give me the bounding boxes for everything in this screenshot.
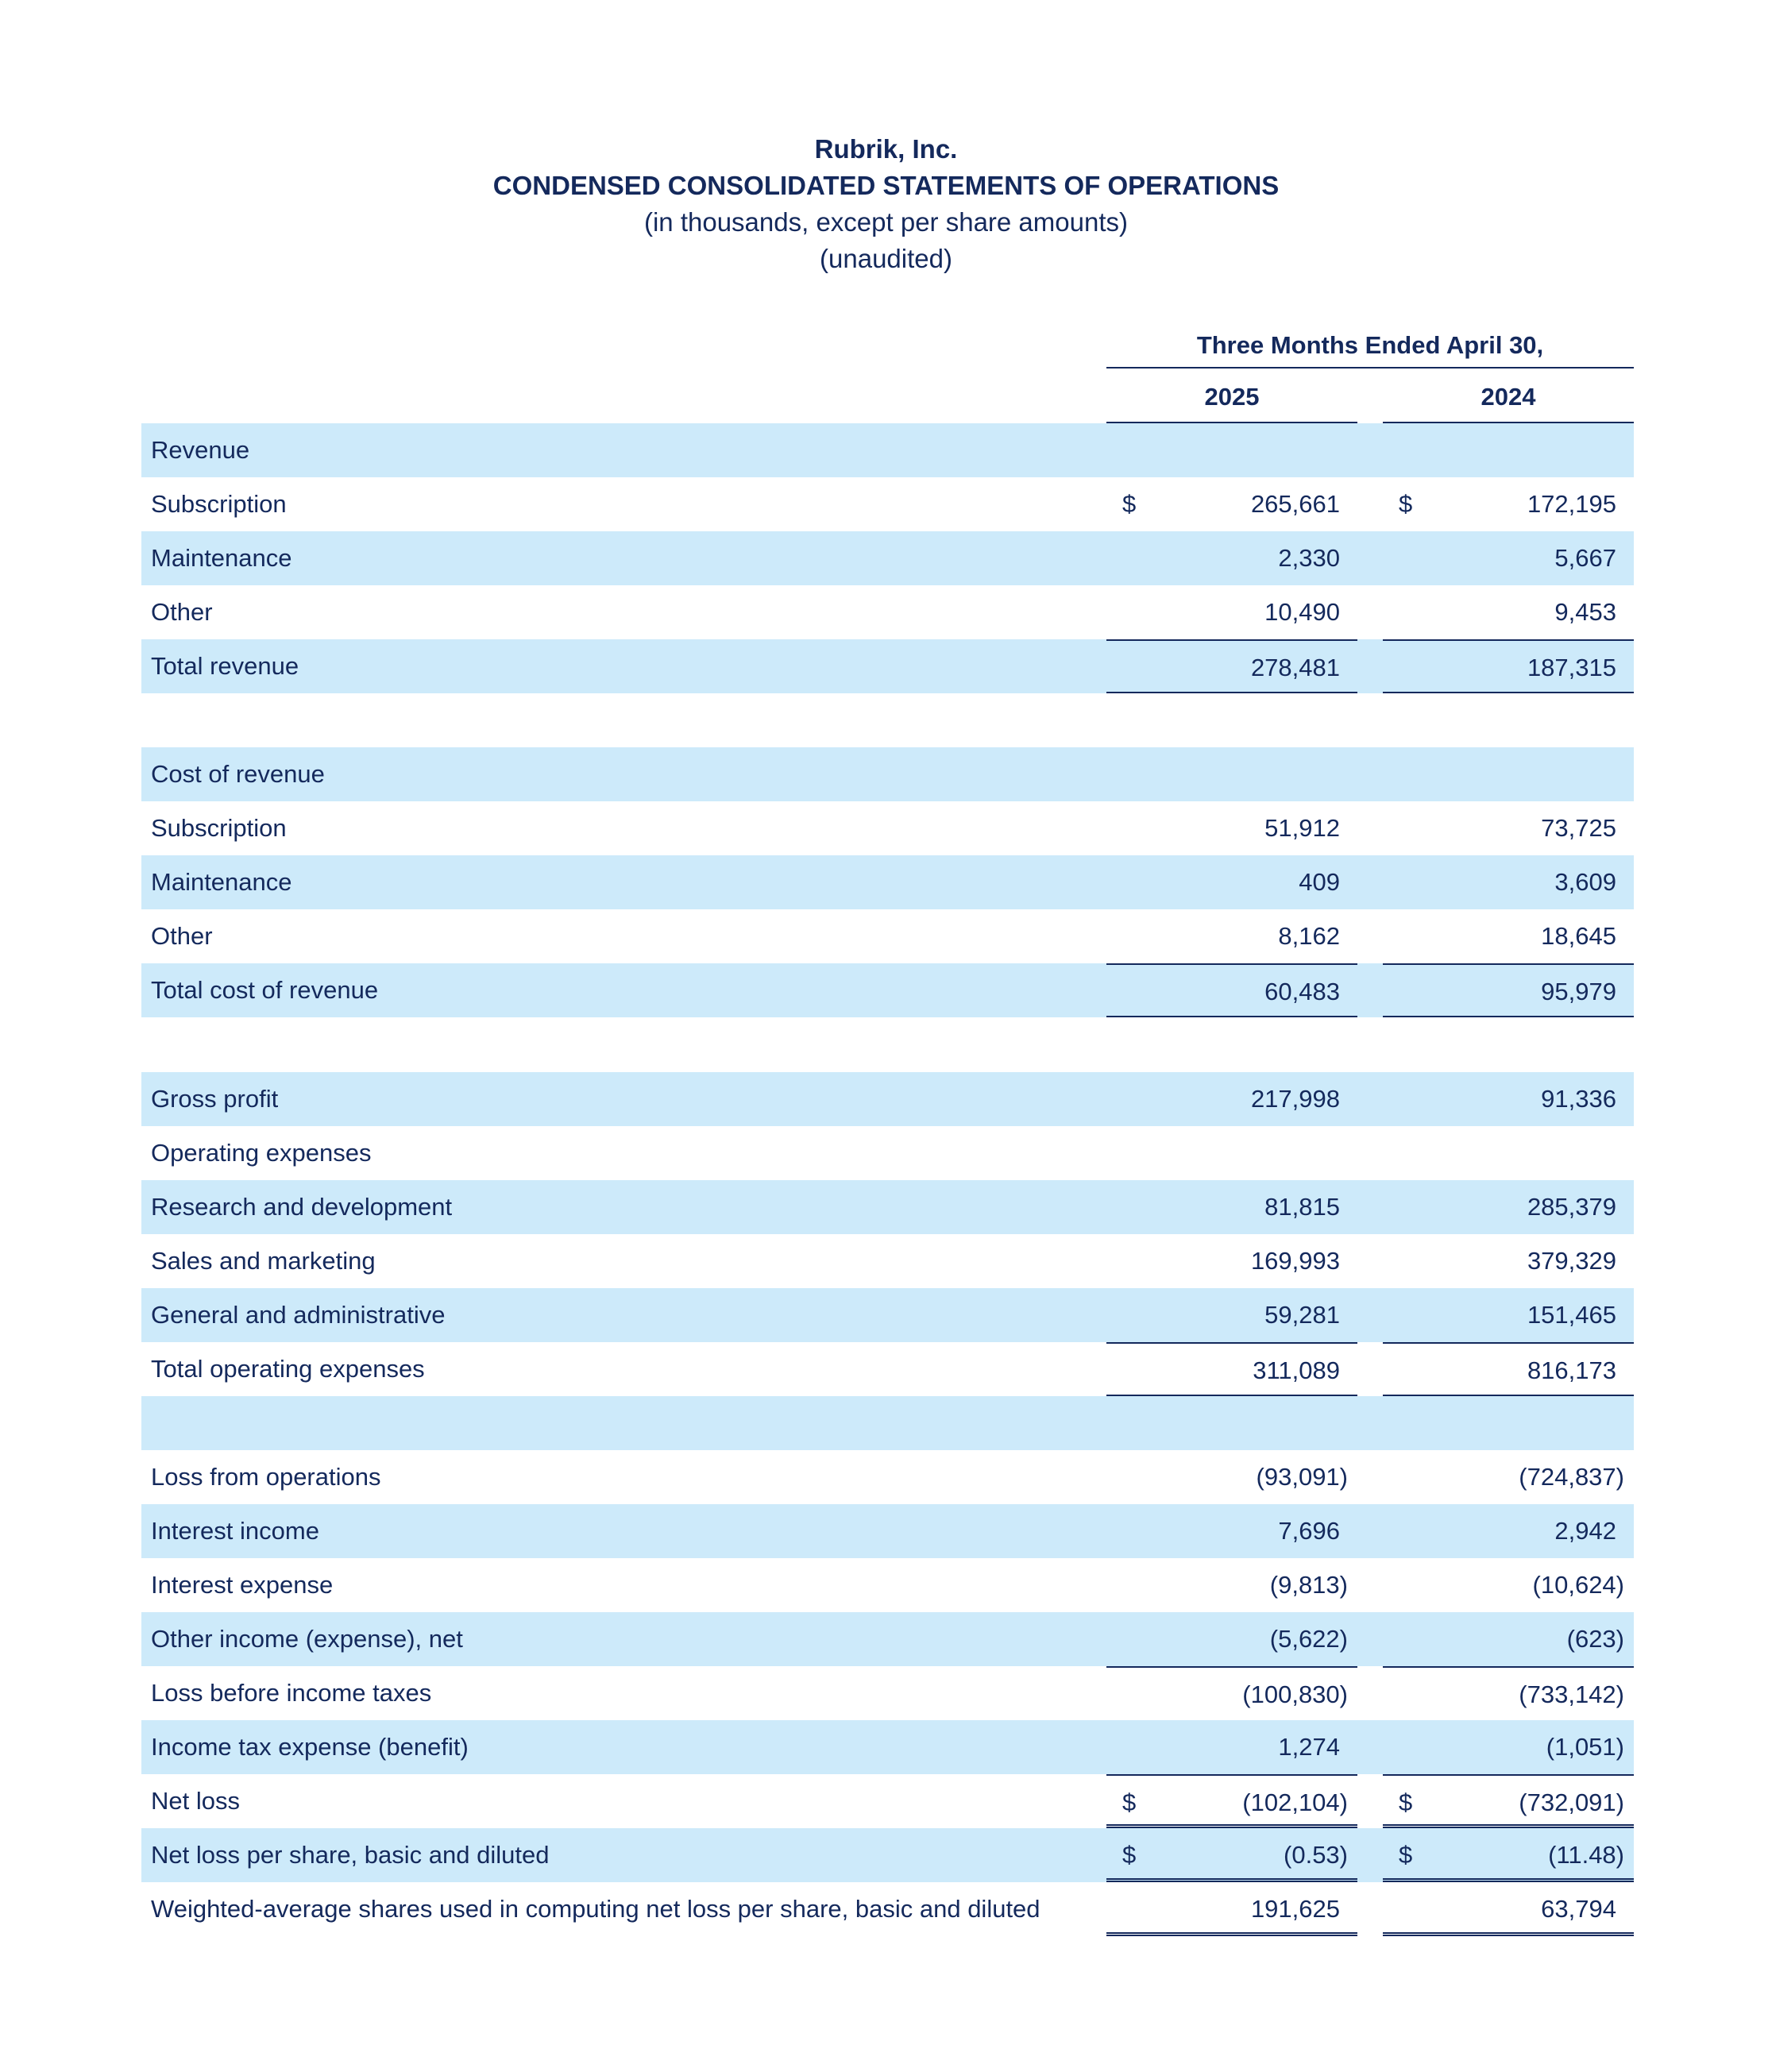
value: (5,622) xyxy=(1269,1625,1348,1653)
value: 5,667 xyxy=(1554,544,1616,572)
row-label: Net loss xyxy=(151,1787,240,1815)
value-cell-2025 xyxy=(1106,963,1357,1017)
value: (102,104) xyxy=(1242,1788,1348,1816)
table-row xyxy=(141,477,1634,531)
value: (100,830) xyxy=(1242,1680,1348,1708)
value: 191,625 xyxy=(1250,1895,1340,1923)
currency-symbol: $ xyxy=(1122,1788,1137,1816)
value: 169,993 xyxy=(1250,1247,1340,1275)
row-label: Maintenance xyxy=(151,544,292,572)
total-row xyxy=(141,963,1634,1017)
value-cell-2024 xyxy=(1383,1558,1634,1612)
value-cell-2024 xyxy=(1383,1828,1634,1882)
currency-symbol: $ xyxy=(1399,1788,1413,1816)
value: (623) xyxy=(1566,1625,1624,1653)
value-cell-2024 xyxy=(1383,639,1634,693)
value: 8,162 xyxy=(1278,922,1340,950)
value: 409 xyxy=(1299,868,1340,896)
row-label: Research and development xyxy=(151,1193,453,1221)
row-label: Other income (expense), net xyxy=(151,1625,463,1653)
value: (10,624) xyxy=(1532,1571,1624,1599)
value-cell-2025 xyxy=(1106,1558,1357,1612)
company-name: Rubrik, Inc. xyxy=(814,134,958,164)
value: 7,696 xyxy=(1278,1517,1340,1545)
row-label: Other xyxy=(151,922,213,950)
value-cell-2024 xyxy=(1383,1342,1634,1396)
currency-symbol: $ xyxy=(1399,490,1413,518)
section-row-operating-expenses xyxy=(141,1126,1634,1180)
value: 18,645 xyxy=(1541,922,1616,950)
table-row xyxy=(141,1450,1634,1504)
table-row xyxy=(141,1666,1634,1720)
row-label: Operating expenses xyxy=(151,1139,372,1167)
value: (0.53) xyxy=(1284,1841,1348,1869)
table-row xyxy=(141,585,1634,639)
table-row xyxy=(141,1558,1634,1612)
table-row xyxy=(141,801,1634,855)
row-label: Total cost of revenue xyxy=(151,976,379,1004)
row-label: Income tax expense (benefit) xyxy=(151,1733,469,1761)
row-label: Subscription xyxy=(151,814,287,842)
statement-title: CONDENSED CONSOLIDATED STATEMENTS OF OPERATIONS xyxy=(492,171,1280,200)
row-label: Subscription xyxy=(151,490,287,518)
value-cell-2025 xyxy=(1106,1234,1357,1288)
value-cell-2025 xyxy=(1106,1612,1357,1666)
value: 60,483 xyxy=(1264,978,1340,1005)
value: 51,912 xyxy=(1264,814,1340,842)
value: 10,490 xyxy=(1264,598,1340,626)
value: 187,315 xyxy=(1527,654,1616,681)
row-label: Revenue xyxy=(151,436,250,464)
value-cell-2024 xyxy=(1383,1882,1634,1936)
audit-note: (unaudited) xyxy=(820,244,952,273)
value: 816,173 xyxy=(1527,1356,1616,1384)
column-header-2025: 2025 xyxy=(1106,373,1357,423)
value-cell-2024 xyxy=(1383,531,1634,585)
currency-symbol: $ xyxy=(1122,490,1137,518)
value-cell-2025 xyxy=(1106,1774,1357,1828)
section-row-cost-of-revenue xyxy=(141,747,1634,801)
table-row xyxy=(141,1504,1634,1558)
value-cell-2024 xyxy=(1383,963,1634,1017)
value-cell-2025 xyxy=(1106,1666,1357,1720)
value: 63,794 xyxy=(1541,1895,1616,1923)
column-header-2024: 2024 xyxy=(1383,373,1634,423)
table-row xyxy=(141,1612,1634,1666)
value-cell-2025 xyxy=(1106,1072,1357,1126)
value: 285,379 xyxy=(1527,1193,1616,1221)
value: 311,089 xyxy=(1253,1356,1340,1384)
table-row xyxy=(141,855,1634,909)
total-row-net-loss xyxy=(141,1774,1634,1828)
row-label: Total revenue xyxy=(151,652,299,680)
currency-symbol: $ xyxy=(1122,1841,1137,1869)
row-label: Interest income xyxy=(151,1517,319,1545)
row-label: Gross profit xyxy=(151,1085,279,1113)
value-cell-2025 xyxy=(1106,477,1357,531)
total-row xyxy=(141,639,1634,693)
value-cell-2025 xyxy=(1106,531,1357,585)
units-note: (in thousands, except per share amounts) xyxy=(643,207,1128,237)
row-label: General and administrative xyxy=(151,1301,446,1329)
row-label: Maintenance xyxy=(151,868,292,896)
value: 217,998 xyxy=(1250,1085,1340,1113)
value-cell-2024 xyxy=(1383,1720,1634,1774)
value-cell-2024 xyxy=(1383,1180,1634,1234)
row-label: Weighted-average shares used in computing net loss per share, basic and diluted xyxy=(151,1895,1040,1923)
row-label: Total operating expenses xyxy=(151,1355,425,1383)
value: (724,837) xyxy=(1519,1463,1624,1491)
value: 91,336 xyxy=(1541,1085,1616,1113)
total-row xyxy=(141,1342,1634,1396)
value-cell-2024 xyxy=(1383,1072,1634,1126)
value: 151,465 xyxy=(1527,1301,1616,1329)
value: 95,979 xyxy=(1541,978,1616,1005)
value: 379,329 xyxy=(1527,1247,1616,1275)
row-label: Sales and marketing xyxy=(151,1247,376,1275)
value-cell-2024 xyxy=(1383,1450,1634,1504)
value: 172,195 xyxy=(1527,490,1616,518)
row-label: Loss before income taxes xyxy=(151,1679,432,1707)
value: 278,481 xyxy=(1250,654,1340,681)
value-cell-2024 xyxy=(1383,801,1634,855)
table-row xyxy=(141,1720,1634,1774)
value-cell-2024 xyxy=(1383,909,1634,963)
value: (11.48) xyxy=(1548,1841,1624,1869)
value-cell-2024 xyxy=(1383,477,1634,531)
row-label: Other xyxy=(151,598,213,626)
value: (9,813) xyxy=(1269,1571,1348,1599)
value-cell-2025 xyxy=(1106,639,1357,693)
total-row-shares xyxy=(141,1882,1634,1936)
value: (733,142) xyxy=(1519,1680,1624,1708)
value-cell-2024 xyxy=(1383,585,1634,639)
row-label: Cost of revenue xyxy=(151,760,325,788)
value-cell-2025 xyxy=(1106,1450,1357,1504)
value: (93,091) xyxy=(1256,1463,1348,1491)
table-row xyxy=(141,909,1634,963)
value: (732,091) xyxy=(1519,1788,1624,1816)
period-header: Three Months Ended April 30, xyxy=(1106,324,1634,368)
value: 81,815 xyxy=(1264,1193,1340,1221)
value: 73,725 xyxy=(1541,814,1616,842)
table-row xyxy=(141,1180,1634,1234)
total-row-eps xyxy=(141,1828,1634,1882)
value: 3,609 xyxy=(1554,868,1616,896)
value-cell-2024 xyxy=(1383,1234,1634,1288)
value-cell-2025 xyxy=(1106,1504,1357,1558)
spacer-row xyxy=(141,1396,1634,1450)
statement-header xyxy=(0,131,1772,277)
value-cell-2024 xyxy=(1383,1666,1634,1720)
value-cell-2025 xyxy=(1106,1828,1357,1882)
value-cell-2024 xyxy=(1383,855,1634,909)
value-cell-2024 xyxy=(1383,1504,1634,1558)
section-row-revenue xyxy=(141,423,1634,477)
value-cell-2025 xyxy=(1106,1342,1357,1396)
table-row xyxy=(141,1234,1634,1288)
value: 2,330 xyxy=(1278,544,1340,572)
value-cell-2024 xyxy=(1383,1288,1634,1342)
row-label: Loss from operations xyxy=(151,1463,381,1491)
table-row xyxy=(141,1072,1634,1126)
value: 9,453 xyxy=(1554,598,1616,626)
row-label: Net loss per share, basic and diluted xyxy=(151,1841,550,1869)
value-cell-2025 xyxy=(1106,1288,1357,1342)
row-label: Interest expense xyxy=(151,1571,334,1599)
table-row xyxy=(141,1288,1634,1342)
value: 1,274 xyxy=(1278,1733,1340,1761)
value-cell-2024 xyxy=(1383,1612,1634,1666)
value: 265,661 xyxy=(1250,490,1340,518)
value-cell-2024 xyxy=(1383,1774,1634,1828)
table-row xyxy=(141,531,1634,585)
currency-symbol: $ xyxy=(1399,1841,1413,1869)
value-cell-2025 xyxy=(1106,1882,1357,1936)
value-cell-2025 xyxy=(1106,855,1357,909)
value-cell-2025 xyxy=(1106,1180,1357,1234)
value: (1,051) xyxy=(1546,1733,1624,1761)
value-cell-2025 xyxy=(1106,1720,1357,1774)
value-cell-2025 xyxy=(1106,585,1357,639)
value: 2,942 xyxy=(1554,1517,1616,1545)
value-cell-2025 xyxy=(1106,801,1357,855)
value: 59,281 xyxy=(1264,1301,1340,1329)
value-cell-2025 xyxy=(1106,909,1357,963)
